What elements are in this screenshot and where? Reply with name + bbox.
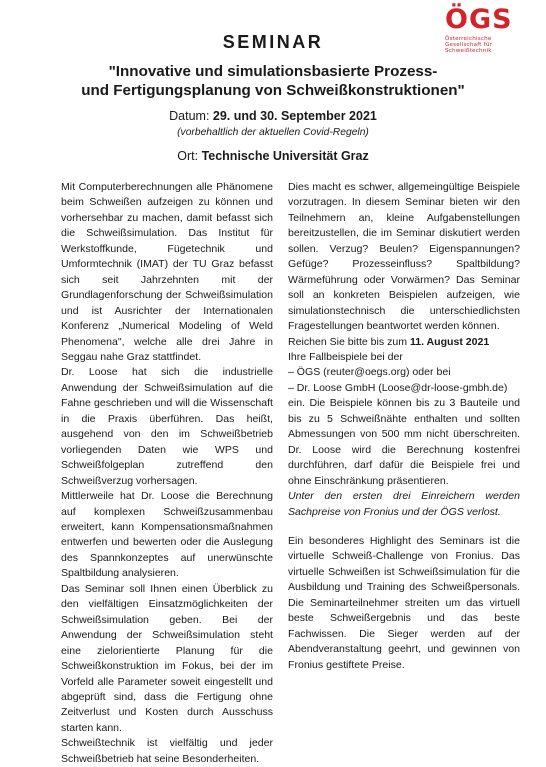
prize-note: Unter den ersten drei Einreichern werden Sachpreise von Fronius und der ÖGS verlost. bbox=[288, 490, 520, 518]
seminar-place bbox=[0, 149, 546, 163]
date-value: 29. und 30. September 2021 bbox=[212, 109, 377, 123]
paragraph: Schweißtechnik ist vielfältig und jeder Schweißbetrieb hat seine Besonderheiten. bbox=[61, 737, 273, 765]
submission-details: ein. Die Beispiele können bis zu 3 Bauteile und bis zu 5 Schweißnähte enthalten und sollten Abmessungen von 500 mm nicht überschreiten. Dr. Loose wird die Berechnung kostenfrei durchführen, darf dafür die Beispiele frei und ohne Einschränkung präsentieren. bbox=[288, 397, 520, 487]
contact-oegs: – ÖGS (reuter@oegs.org) oder bei bbox=[288, 366, 451, 379]
logo-mark: ÖGS bbox=[445, 4, 513, 35]
submission-paragraph bbox=[288, 335, 520, 490]
right-column bbox=[288, 180, 520, 673]
paragraph: Dr. Loose hat sich die industrielle Anwendung der Schweißsimulation auf die Fahne geschrieben und will die Wissenschaft in die Praxis überführen. Das heißt, ausgehend von den im Schweißbetrieb vorliegenden Daten wie WPS und Schweißfolgeplan zutreffend den Schweißverzug vorhersagen. bbox=[61, 366, 273, 487]
contact-loose: – Dr. Loose GmbH (Loose@dr-loose-gmbh.de) bbox=[288, 381, 508, 394]
page-title: SEMINAR bbox=[222, 32, 324, 52]
paragraph: Ein besonderes Highlight des Seminars ist die virtuelle Schweiß-Challenge von Fronius. Das virtuelle Schweißen ist Schweißsimulation für die Ausbildung und Training des Schweißpersonals. Die Seminarteilnehmer streiten um das virtuell beste Schweißergebnis und das beste Fachwissen. Die Sieger werden auf der Abendveranstaltung geehrt, und gewinnen von Fronius gestiftete Preise. bbox=[288, 534, 520, 671]
submission-deadline: Reichen Sie bitte bis zum 11. August 2021 bbox=[288, 335, 490, 348]
seminar-date bbox=[0, 109, 546, 123]
left-column bbox=[61, 180, 273, 767]
paragraph: Dies macht es schwer, allgemeingültige Beispiele vorzutragen. In diesem Seminar bieten wir den Teilnehmern an, kleine Aufgabenstellungen bereitzustellen, die im Seminar diskutiert werden sollen. Verzug? Beulen? Eigenspannungen? Gefüge? Prozesseinfluss? Spaltbildung? Wärmeführung oder Vorwärmen? Das Seminar soll an konkreten Beispielen aufzeigen, wie simulationstechnisch die unterschiedlichsten Fragestellungen beantwortet werden können. bbox=[288, 181, 520, 333]
date-label: Datum: bbox=[169, 109, 213, 123]
paragraph: Mit Computerberechnungen alle Phänomene beim Schweißen aufzeigen zu können und vorhersehbar zu machen, damit befasst sich die Schweißsimulation. Das Institut für Werkstoffkunde, Fügetechnik und Umformtechnik (IMAT) der TU Graz befasst sich seit Jahrzehnten mit der Grundlagenforschung der Schweißsimulation und ist Ausrichter der Internationalen Konferenz „Numerical Modeling of Weld Phenomena", welche alle drei Jahre in Seggau nahe Graz stattfindet. bbox=[61, 181, 273, 363]
covid-note: (vorbehaltlich der aktuellen Covid-Regeln) bbox=[177, 127, 369, 138]
logo-subtitle: Österreichische Gesellschaft für Schweißtechnik bbox=[445, 36, 493, 55]
place-value: Technische Universität Graz bbox=[201, 149, 369, 163]
seminar-subtitle: "Innovative und simulationsbasierte Prozess- und Fertigungsplanung von Schweißkonstruktionen" bbox=[81, 63, 465, 99]
place-label: Ort: bbox=[177, 149, 202, 163]
paragraph: Mittlerweile hat Dr. Loose die Berechnung auf komplexen Schweißzusammenbau erweitert, kann Kompensationsmaßnahmen entwerfen und bewerten oder die Auslegung des Spannkonzeptes auf unerwünschte Spaltbildung analysieren. bbox=[61, 490, 273, 580]
submission-line: Ihre Fallbeispiele bei der bbox=[288, 350, 403, 363]
spacer bbox=[288, 520, 520, 534]
paragraph: Das Seminar soll Ihnen einen Überblick zu den vielfältigen Einsatzmöglichkeiten der Schweißsimulation geben. Bei der Anwendung der Schweißsimulation steht eine zielorientierte Planung für die Schweißkonstruktion im Fokus, bei der im Vorfeld alle Parameter soweit eingestellt und abgeprüft sind, dass die Fertigung ohne Zeitverlust und Kosten durch Ausschuss starten kann. bbox=[61, 582, 273, 734]
